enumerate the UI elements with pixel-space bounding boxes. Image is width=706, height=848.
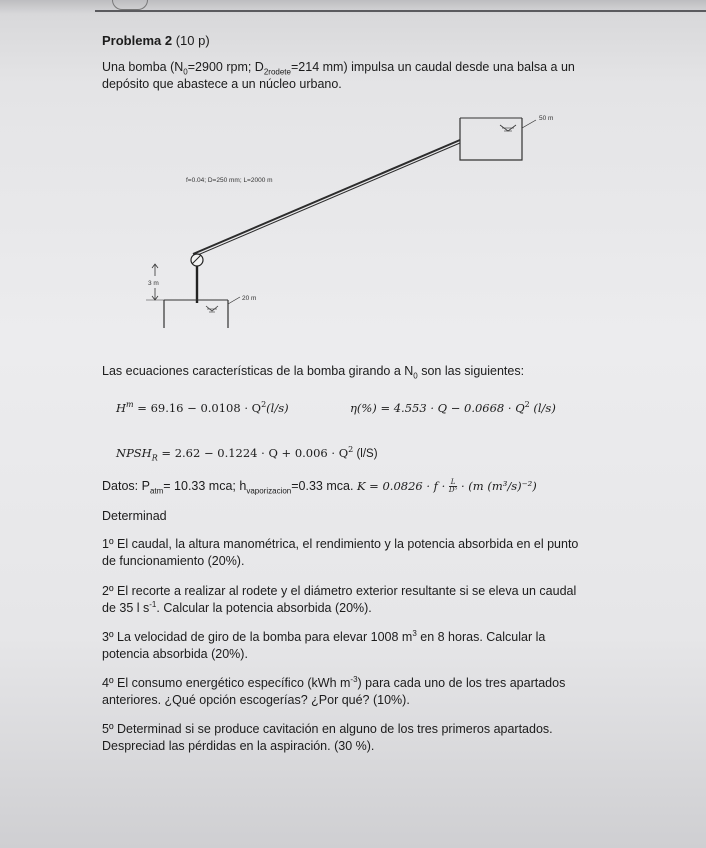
efficiency-equation: $\eta(\%) = 4.553 \cdot Q - 0.0668 \cdot Q^2$ (l/s)	[350, 400, 556, 415]
upper-reservoir	[460, 118, 536, 160]
question-1-line-1: 1º El caudal, la altura manométrica, el rendimiento y la potencia absorbida en el punto	[102, 537, 579, 551]
pipe-parameters-label: f=0.04; D=250 mm; L=2000 m	[186, 177, 273, 184]
question-5-line-2: Despreciad las pérdidas en la aspiración. (30 %).	[102, 739, 375, 753]
university-logo-edge	[112, 0, 148, 10]
problem-title: Problema 2 (10 p)	[102, 33, 210, 48]
data-line: Datos: $P_{atm}= 10.33$ mca; $h_{vaporizacion}=0.33$ mca. K = 0.0826 · f · $\frac{L}{\text{D⁵}}$ · (m (m³/s)⁻²)	[102, 478, 537, 496]
question-2-line-1: 2º El recorte a realizar al rodete y el diámetro exterior resultante si se eleva un caudal	[102, 584, 577, 598]
determinad-label: Determinad	[102, 509, 167, 523]
header-rule	[95, 10, 706, 12]
question-4-line-1: 4º El consumo energético específico (kWh $m^{-3}$) para cada uno de los tres apartados	[102, 674, 566, 690]
intro-line-1: Una bomba ($N_0=2900$ rpm; $D_{2rodete}=214$ mm) impulsa un caudal desde una balsa a un	[102, 60, 575, 77]
question-3-line-1: 3º La velocidad de giro de la bomba para elevar 1008 $m^3$ en 8 horas. Calcular la	[102, 628, 546, 644]
intro-line-2: depósito que abastece a un núcleo urbano.	[102, 77, 342, 91]
question-1-line-2: de funcionamiento (20%).	[102, 554, 245, 568]
equations-intro: Las ecuaciones características de la bomba girando a $N_0$ son las siguientes:	[102, 364, 525, 381]
npsh-equation: $NPSH_R = 2.62 - 0.1224 \cdot Q + 0.006 \cdot Q^2$ (l/S)	[116, 445, 378, 463]
lower-level-label: 20 m	[242, 295, 257, 302]
pump-height-label: 3 m	[148, 280, 159, 287]
upper-level-label: 50 m	[539, 115, 554, 122]
discharge-pipe	[193, 140, 460, 257]
head-equation: $H^m = 69.16 - 0.0108 \cdot Q^2(l/s)$	[116, 400, 289, 415]
pump-symbol	[191, 254, 203, 303]
lower-reservoir	[164, 297, 240, 328]
question-4-line-2: anteriores. ¿Qué opción escogerías? ¿Por qué? (10%).	[102, 693, 410, 707]
question-5-line-1: 5º Determinad si se produce cavitación en alguno de los tres primeros apartados.	[102, 722, 553, 736]
question-2-line-2: de 35 l $s^{-1}$. Calcular la potencia absorbida (20%).	[102, 599, 372, 615]
pumping-system-diagram	[100, 108, 580, 328]
question-3-line-2: potencia absorbida (20%).	[102, 647, 248, 661]
